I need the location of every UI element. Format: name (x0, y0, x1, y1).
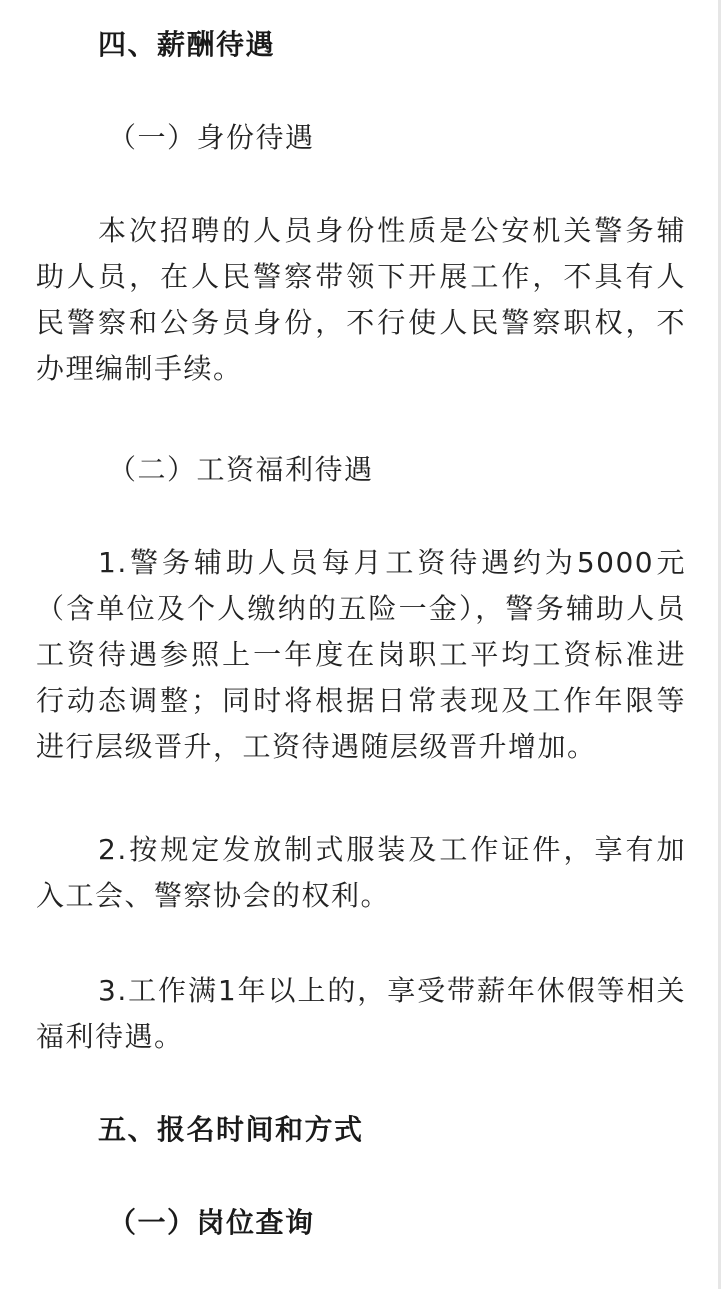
paragraph-line: 民警察和公务员身份，不行使人民警察职权，不 (36, 306, 686, 339)
list-item-line: 福利待遇。 (36, 1020, 184, 1053)
list-item-line: 3.工作满1年以上的，享受带薪年休假等相关 (98, 974, 686, 1007)
list-item-line: 进行层级晋升，工资待遇随层级晋升增加。 (36, 730, 597, 763)
subsection-heading-4-2: （二）工资福利待遇 (108, 453, 374, 486)
subsection-heading-5-1: （一）岗位查询 (108, 1206, 315, 1239)
paragraph-line: 本次招聘的人员身份性质是公安机关警务辅 (98, 214, 686, 247)
section-heading-5: 五、报名时间和方式 (98, 1113, 364, 1146)
list-item-line: 工资待遇参照上一年度在岗职工平均工资标准进 (36, 638, 686, 671)
list-item-line: 1.警务辅助人员每月工资待遇约为5000元 (98, 546, 686, 579)
section-heading-4: 四、薪酬待遇 (98, 28, 276, 61)
subsection-heading-4-1: （一）身份待遇 (108, 121, 315, 154)
paragraph-line: 助人员，在人民警察带领下开展工作，不具有人 (36, 260, 686, 293)
list-item-line: 2.按规定发放制式服装及工作证件，享有加 (98, 833, 686, 866)
paragraph-line: 办理编制手续。 (36, 352, 243, 385)
list-item-line: （含单位及个人缴纳的五险一金），警务辅助人员 (36, 592, 686, 625)
list-item-line: 入工会、警察协会的权利。 (36, 879, 391, 912)
list-item-line: 行动态调整；同时将根据日常表现及工作年限等 (36, 684, 686, 717)
